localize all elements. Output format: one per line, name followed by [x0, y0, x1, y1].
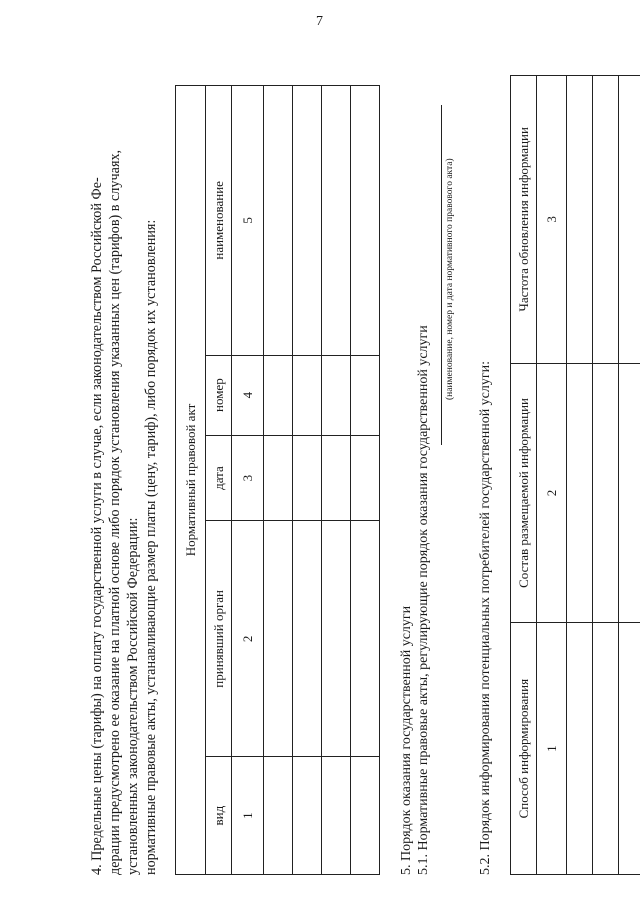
table-cell: [593, 363, 619, 623]
section-4-line: 4. Предельные цены (тарифы) на оплату государственной услуги в случае, если законодательством Российской Фе-: [89, 177, 105, 875]
table-cell: [264, 355, 293, 435]
table-row: [293, 86, 322, 875]
table-cell: [351, 86, 380, 356]
column-number: 4: [232, 355, 264, 435]
section-5-2-text: 5.2. Порядок информирования потенциальных потребителей государственной услуги:: [478, 360, 493, 875]
column-header: Частота обновления информации: [511, 76, 537, 364]
table-row: [264, 86, 293, 875]
table-cell: [593, 623, 619, 875]
table-cell: [567, 76, 593, 364]
column-number: 1: [537, 623, 567, 875]
table-cell: [351, 355, 380, 435]
table-cell: [293, 86, 322, 356]
column-header: наименование: [206, 86, 232, 356]
column-header: дата: [206, 435, 232, 521]
informing-table: [510, 75, 640, 875]
table-cell: [293, 435, 322, 521]
column-header: номер: [206, 355, 232, 435]
column-number: 3: [232, 435, 264, 521]
table-cell: [264, 521, 293, 757]
table-group-header: Нормативный правовой акт: [176, 86, 206, 875]
column-number: 1: [232, 757, 264, 875]
table-cell: [322, 521, 351, 757]
table-cell: [593, 76, 619, 364]
table-cell: [619, 623, 640, 875]
table-cell: [293, 521, 322, 757]
fill-in-note: (наименование, номер и дата нормативного правового акта): [445, 158, 455, 400]
table-cell: [293, 355, 322, 435]
column-number: 5: [232, 86, 264, 356]
table-cell: [351, 435, 380, 521]
column-number: 2: [537, 363, 567, 623]
table-row: [567, 76, 593, 875]
table-cell: [322, 86, 351, 356]
section-4-line: установленных законодательством Российской Федерации:: [125, 517, 141, 875]
table-cell: [264, 435, 293, 521]
table-cell: [619, 76, 640, 364]
table-row: [351, 86, 380, 875]
table-cell: [351, 757, 380, 875]
table-cell: [322, 355, 351, 435]
section-4-line: нормативные правовые акты, устанавливающие размер платы (цену, тариф), либо порядок их установления:: [143, 219, 159, 875]
section-4-line: дерации предусмотрено ее оказание на платной основе либо порядок установления указанных цен (тарифов) в случаях,: [107, 149, 123, 875]
section-5-1-text: 5.1. Нормативные правовые акты, регулирующие порядок оказания государственной услуги: [416, 325, 431, 875]
table-cell: [293, 757, 322, 875]
section-5-title: 5. Порядок оказания государственной услуги: [399, 605, 414, 875]
table-cell: [264, 86, 293, 356]
legal-acts-table: [175, 85, 380, 875]
rotated-page-content: [50, 15, 590, 875]
table-cell: [619, 363, 640, 623]
table-row: [593, 76, 619, 875]
page-number: 7: [316, 14, 323, 29]
table-cell: [264, 757, 293, 875]
table-cell: [567, 363, 593, 623]
column-header: Способ информирования: [511, 623, 537, 875]
fill-in-line: [441, 105, 442, 445]
column-header: Состав размещаемой информации: [511, 363, 537, 623]
column-header: вид: [206, 757, 232, 875]
table-cell: [351, 521, 380, 757]
column-number: 3: [537, 76, 567, 364]
section-4-paragraph: [88, 75, 160, 875]
table-row: [619, 76, 640, 875]
column-number: 2: [232, 521, 264, 757]
table-cell: [322, 435, 351, 521]
column-header: принявший орган: [206, 521, 232, 757]
table-cell: [567, 623, 593, 875]
table-cell: [322, 757, 351, 875]
table-row: [322, 86, 351, 875]
